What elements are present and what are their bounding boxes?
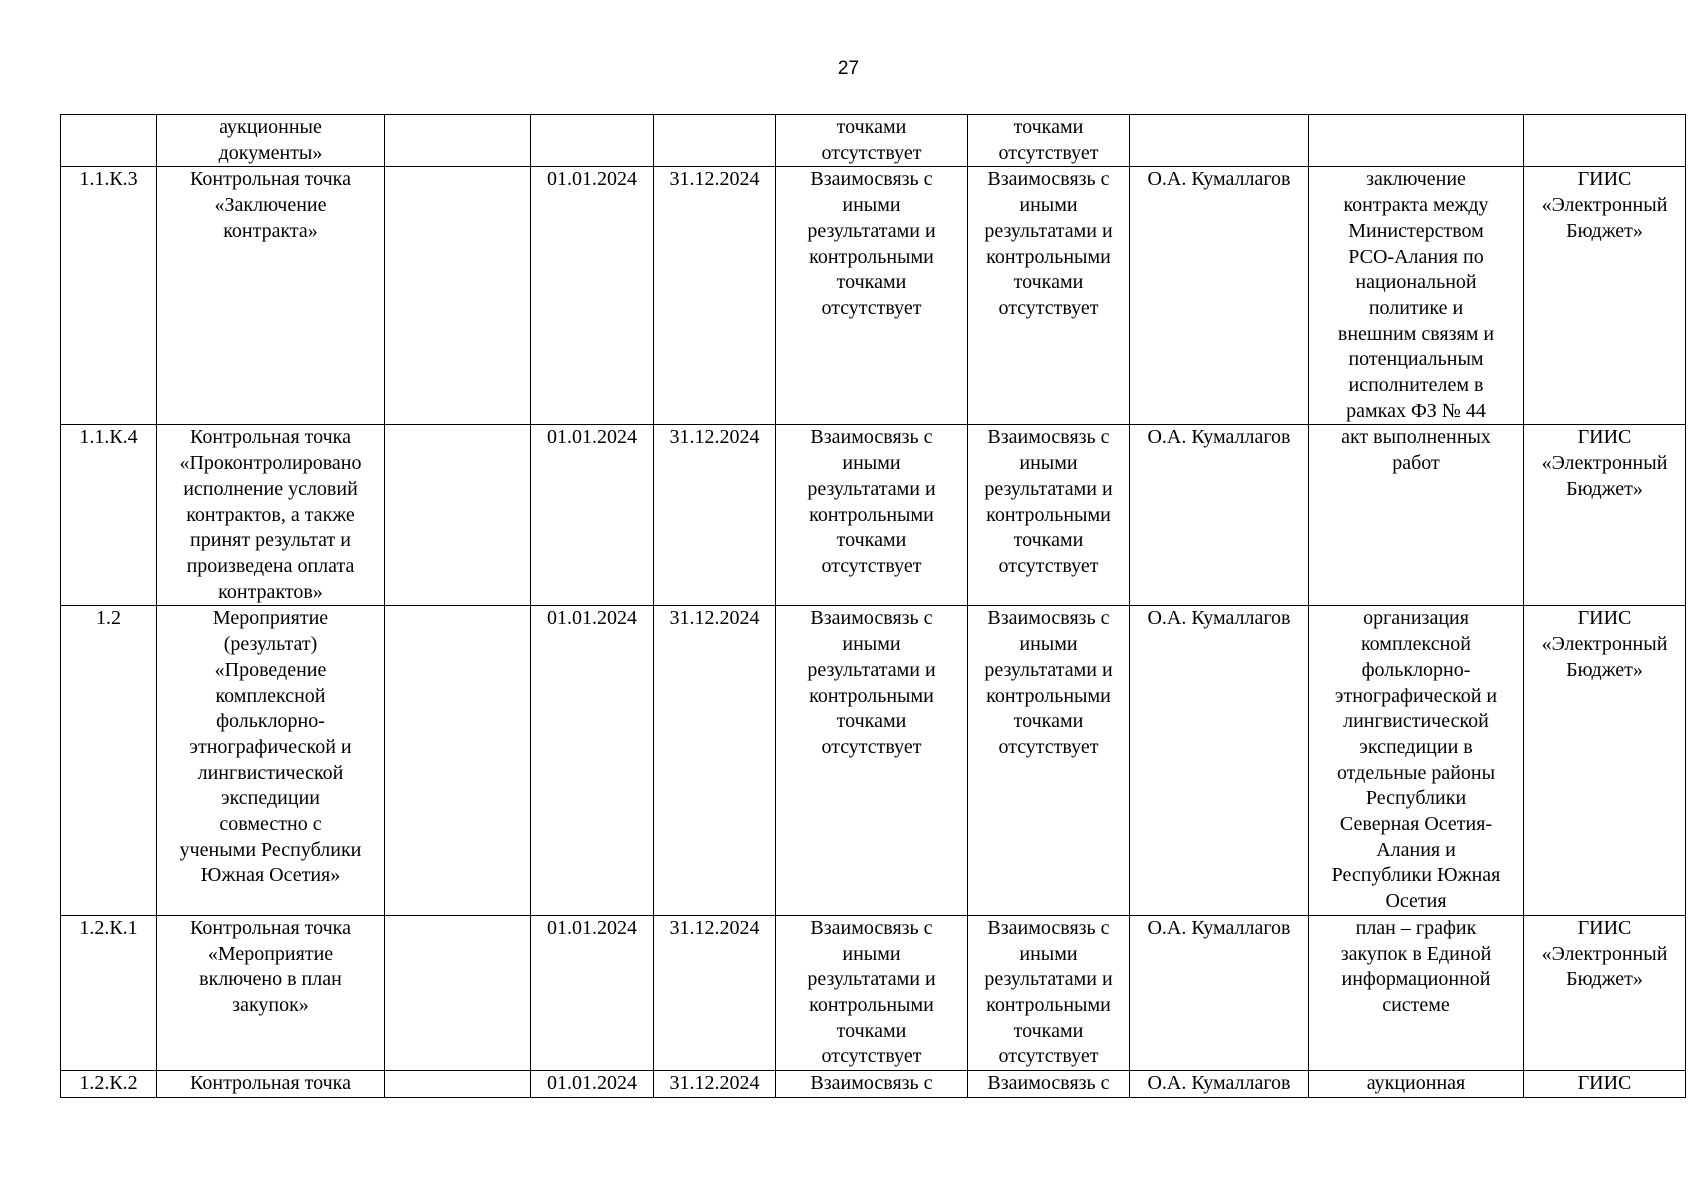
event-name-cell: [157, 915, 385, 1070]
cell-line: отсутствует: [821, 554, 922, 577]
row-number-cell: [61, 1071, 157, 1098]
cell-line: точками: [1013, 1019, 1084, 1042]
cell-line: Осетия: [1385, 890, 1447, 913]
column-3-cell: [385, 425, 531, 606]
successors-cell: [968, 1071, 1130, 1098]
cell-line: результатами и: [807, 477, 936, 500]
cell-line: отсутствует: [998, 735, 1099, 758]
info-system-cell: [1524, 167, 1686, 425]
row-number-cell: [61, 606, 157, 915]
cell-line: 1.2: [96, 607, 121, 630]
column-3-cell: [385, 606, 531, 915]
cell-line: иными: [842, 194, 901, 217]
cell-line: ГИИС: [1577, 916, 1632, 939]
cell-line: 01.01.2024: [547, 168, 637, 191]
successors-cell: [968, 606, 1130, 915]
cell-line: закупок в Единой: [1340, 942, 1492, 965]
plan-table: [60, 114, 1686, 1098]
cell-line: 01.01.2024: [547, 1072, 637, 1095]
responsible-cell: [1130, 167, 1309, 425]
cell-line: закупок»: [232, 993, 309, 1016]
cell-line: национальной: [1355, 271, 1477, 294]
start-date-cell: [531, 1071, 654, 1098]
end-date-cell: [654, 915, 776, 1070]
cell-line: контрольными: [986, 503, 1111, 526]
responsible-cell: [1130, 425, 1309, 606]
cell-line: 1.2.К.2: [79, 1072, 138, 1095]
cell-line: контракта между: [1343, 194, 1489, 217]
cell-line: О.А. Кумаллагов: [1147, 1072, 1291, 1095]
cell-line: «Электронный: [1541, 633, 1668, 656]
cell-line: отсутствует: [998, 1045, 1099, 1068]
start-date-cell: [531, 915, 654, 1070]
cell-line: контрольными: [809, 245, 934, 268]
predecessors-cell: [776, 606, 968, 915]
cell-line: Взаимосвязь с: [987, 426, 1110, 449]
cell-line: Взаимосвязь с: [810, 916, 933, 939]
cell-line: контракта»: [223, 219, 318, 242]
cell-line: 31.12.2024: [669, 916, 760, 939]
cell-line: результатами и: [807, 219, 936, 242]
event-name-cell: [157, 606, 385, 915]
cell-line: этнографической и: [189, 735, 352, 758]
successors-cell: [968, 915, 1130, 1070]
column-3-cell: [385, 1071, 531, 1098]
responsible-cell: [1130, 115, 1309, 167]
cell-line: комплексной: [215, 684, 326, 707]
cell-line: точками: [836, 529, 907, 552]
cell-line: Бюджет»: [1566, 219, 1643, 242]
cell-line: отсутствует: [821, 141, 922, 164]
info-system-cell: [1524, 606, 1686, 915]
responsible-cell: [1130, 915, 1309, 1070]
cell-line: РСО-Алания по: [1348, 245, 1484, 268]
cell-line: (результат): [223, 633, 318, 656]
cell-line: контрактов»: [218, 580, 323, 603]
cell-line: иными: [842, 452, 901, 475]
cell-line: Взаимосвязь с: [810, 426, 933, 449]
start-date-cell: [531, 606, 654, 915]
cell-line: учеными Республики: [179, 838, 362, 861]
cell-line: 31.12.2024: [669, 426, 760, 449]
cell-line: отдельные районы: [1336, 761, 1496, 784]
cell-line: контрольными: [809, 684, 934, 707]
event-name-cell: [157, 167, 385, 425]
cell-line: Взаимосвязь с: [810, 1072, 933, 1095]
cell-line: контрольными: [986, 993, 1111, 1016]
info-system-cell: [1524, 115, 1686, 167]
cell-line: Контрольная точка: [190, 168, 351, 191]
cell-line: системе: [1382, 993, 1450, 1016]
cell-line: иными: [842, 942, 901, 965]
cell-line: Алания и: [1376, 838, 1456, 861]
start-date-cell: [531, 115, 654, 167]
info-system-cell: [1524, 425, 1686, 606]
cell-line: «Электронный: [1541, 194, 1668, 217]
cell-line: Взаимосвязь с: [987, 607, 1110, 630]
cell-line: отсутствует: [821, 1045, 922, 1068]
cell-line: результатами и: [984, 219, 1113, 242]
cell-line: результатами и: [984, 658, 1113, 681]
cell-line: точками: [1013, 710, 1084, 733]
cell-line: информационной: [1341, 968, 1491, 991]
cell-line: «Электронный: [1541, 942, 1668, 965]
cell-line: иными: [1019, 633, 1078, 656]
cell-line: комплексной: [1360, 633, 1472, 656]
cell-line: иными: [1019, 194, 1078, 217]
cell-line: точками: [1013, 116, 1084, 138]
cell-line: этнографической и: [1334, 684, 1498, 707]
cell-line: контрольными: [809, 503, 934, 526]
cell-line: Взаимосвязь с: [987, 916, 1110, 939]
cell-line: точками: [836, 116, 907, 138]
cell-line: О.А. Кумаллагов: [1147, 426, 1291, 449]
row-number-cell: [61, 425, 157, 606]
column-3-cell: [385, 915, 531, 1070]
cell-line: Министерством: [1348, 219, 1484, 242]
document-result-cell: [1309, 167, 1524, 425]
cell-line: Республики: [1365, 787, 1467, 810]
event-name-cell: [157, 115, 385, 167]
document-result-cell: [1309, 606, 1524, 915]
cell-line: результатами и: [984, 968, 1113, 991]
cell-line: ГИИС: [1577, 426, 1632, 449]
predecessors-cell: [776, 167, 968, 425]
cell-line: Южная Осетия»: [200, 864, 341, 887]
cell-line: произведена оплата: [186, 554, 355, 577]
document-result-cell: [1309, 915, 1524, 1070]
cell-line: 31.12.2024: [669, 1072, 760, 1095]
cell-line: Взаимосвязь с: [987, 168, 1110, 191]
event-name-cell: [157, 1071, 385, 1098]
cell-line: О.А. Кумаллагов: [1147, 607, 1291, 630]
cell-line: Бюджет»: [1566, 658, 1643, 681]
cell-line: Взаимосвязь с: [810, 168, 933, 191]
cell-line: 31.12.2024: [669, 607, 760, 630]
cell-line: точками: [1013, 529, 1084, 552]
cell-line: «Проведение: [214, 658, 327, 681]
cell-line: аукционная: [1366, 1072, 1466, 1095]
start-date-cell: [531, 425, 654, 606]
cell-line: результатами и: [807, 968, 936, 991]
end-date-cell: [654, 115, 776, 167]
successors-cell: [968, 425, 1130, 606]
cell-line: иными: [842, 633, 901, 656]
end-date-cell: [654, 167, 776, 425]
successors-cell: [968, 167, 1130, 425]
cell-line: точками: [836, 271, 907, 294]
cell-line: «Заключение: [214, 194, 327, 217]
cell-line: исполнение условий: [183, 477, 358, 500]
cell-line: исполнителем в: [1348, 374, 1484, 397]
cell-line: совместно с: [219, 813, 322, 836]
cell-line: принят результат и: [190, 529, 351, 552]
cell-line: потенциальным: [1348, 348, 1484, 371]
cell-line: акт выполненных: [1341, 426, 1491, 449]
cell-line: Контрольная точка: [190, 426, 351, 449]
cell-line: ГИИС: [1577, 1072, 1632, 1095]
row-number-cell: [61, 167, 157, 425]
cell-line: Мероприятие: [212, 607, 329, 630]
predecessors-cell: [776, 425, 968, 606]
end-date-cell: [654, 1071, 776, 1098]
cell-line: контрольными: [986, 684, 1111, 707]
cell-line: контрактов, а также: [186, 503, 355, 526]
cell-line: фольклорно-: [1361, 658, 1471, 681]
page-number: 27: [837, 58, 860, 79]
responsible-cell: [1130, 1071, 1309, 1098]
cell-line: заключение: [1366, 168, 1466, 191]
predecessors-cell: [776, 115, 968, 167]
cell-line: 1.2.К.1: [79, 916, 138, 939]
cell-line: аукционные: [219, 116, 322, 138]
cell-line: 01.01.2024: [547, 916, 637, 939]
cell-line: фольклорно-: [216, 710, 325, 733]
cell-line: внешним связям и: [1337, 322, 1495, 345]
cell-line: план – график: [1355, 916, 1477, 939]
cell-line: политике и: [1368, 296, 1464, 319]
cell-line: отсутствует: [821, 735, 922, 758]
cell-line: О.А. Кумаллагов: [1147, 168, 1291, 191]
cell-line: включено в план: [199, 968, 342, 991]
cell-line: экспедиции в: [1359, 735, 1473, 758]
cell-line: Республики Южная: [1331, 864, 1501, 887]
cell-line: отсутствует: [998, 296, 1099, 319]
cell-line: рамках ФЗ № 44: [1346, 399, 1486, 422]
row-number-cell: [61, 115, 157, 167]
cell-line: Взаимосвязь с: [810, 607, 933, 630]
cell-line: 31.12.2024: [669, 168, 760, 191]
cell-line: О.А. Кумаллагов: [1147, 916, 1291, 939]
cell-line: «Электронный: [1541, 452, 1668, 475]
cell-line: отсутствует: [998, 141, 1099, 164]
cell-line: Контрольная точка: [190, 916, 351, 939]
cell-line: точками: [836, 710, 907, 733]
cell-line: 1.1.К.4: [79, 426, 138, 449]
info-system-cell: [1524, 915, 1686, 1070]
table-row: [61, 915, 1686, 1070]
table-row: [61, 115, 1686, 167]
end-date-cell: [654, 606, 776, 915]
start-date-cell: [531, 167, 654, 425]
document-result-cell: [1309, 115, 1524, 167]
end-date-cell: [654, 425, 776, 606]
cell-line: Контрольная точка: [190, 1072, 351, 1095]
cell-line: 01.01.2024: [547, 607, 637, 630]
cell-line: контрольными: [809, 993, 934, 1016]
row-number-cell: [61, 915, 157, 1070]
cell-line: отсутствует: [998, 554, 1099, 577]
cell-line: точками: [836, 1019, 907, 1042]
cell-line: результатами и: [984, 477, 1113, 500]
table-row: [61, 1071, 1686, 1098]
event-name-cell: [157, 425, 385, 606]
table-row: [61, 425, 1686, 606]
cell-line: Бюджет»: [1566, 968, 1643, 991]
table-row: [61, 606, 1686, 915]
predecessors-cell: [776, 915, 968, 1070]
cell-line: организация: [1363, 607, 1469, 630]
cell-line: «Проконтролировано: [179, 452, 362, 475]
cell-line: ГИИС: [1577, 607, 1632, 630]
column-3-cell: [385, 115, 531, 167]
cell-line: работ: [1392, 452, 1440, 475]
cell-line: иными: [1019, 942, 1078, 965]
cell-line: 01.01.2024: [547, 426, 637, 449]
cell-line: результатами и: [807, 658, 936, 681]
cell-line: отсутствует: [821, 296, 922, 319]
cell-line: Бюджет»: [1566, 477, 1643, 500]
cell-line: точками: [1013, 271, 1084, 294]
cell-line: ГИИС: [1577, 168, 1632, 191]
cell-line: контрольными: [986, 245, 1111, 268]
document-result-cell: [1309, 425, 1524, 606]
predecessors-cell: [776, 1071, 968, 1098]
cell-line: «Мероприятие: [207, 942, 334, 965]
column-3-cell: [385, 167, 531, 425]
document-result-cell: [1309, 1071, 1524, 1098]
cell-line: экспедиции: [221, 787, 320, 810]
table-row: [61, 167, 1686, 425]
successors-cell: [968, 115, 1130, 167]
cell-line: 1.1.К.3: [79, 168, 138, 191]
cell-line: документы»: [218, 141, 323, 164]
cell-line: лингвистической: [197, 761, 344, 784]
responsible-cell: [1130, 606, 1309, 915]
cell-line: иными: [1019, 452, 1078, 475]
cell-line: лингвистической: [1343, 710, 1489, 733]
info-system-cell: [1524, 1071, 1686, 1098]
cell-line: Северная Осетия-: [1339, 813, 1493, 836]
cell-line: Взаимосвязь с: [987, 1072, 1110, 1095]
